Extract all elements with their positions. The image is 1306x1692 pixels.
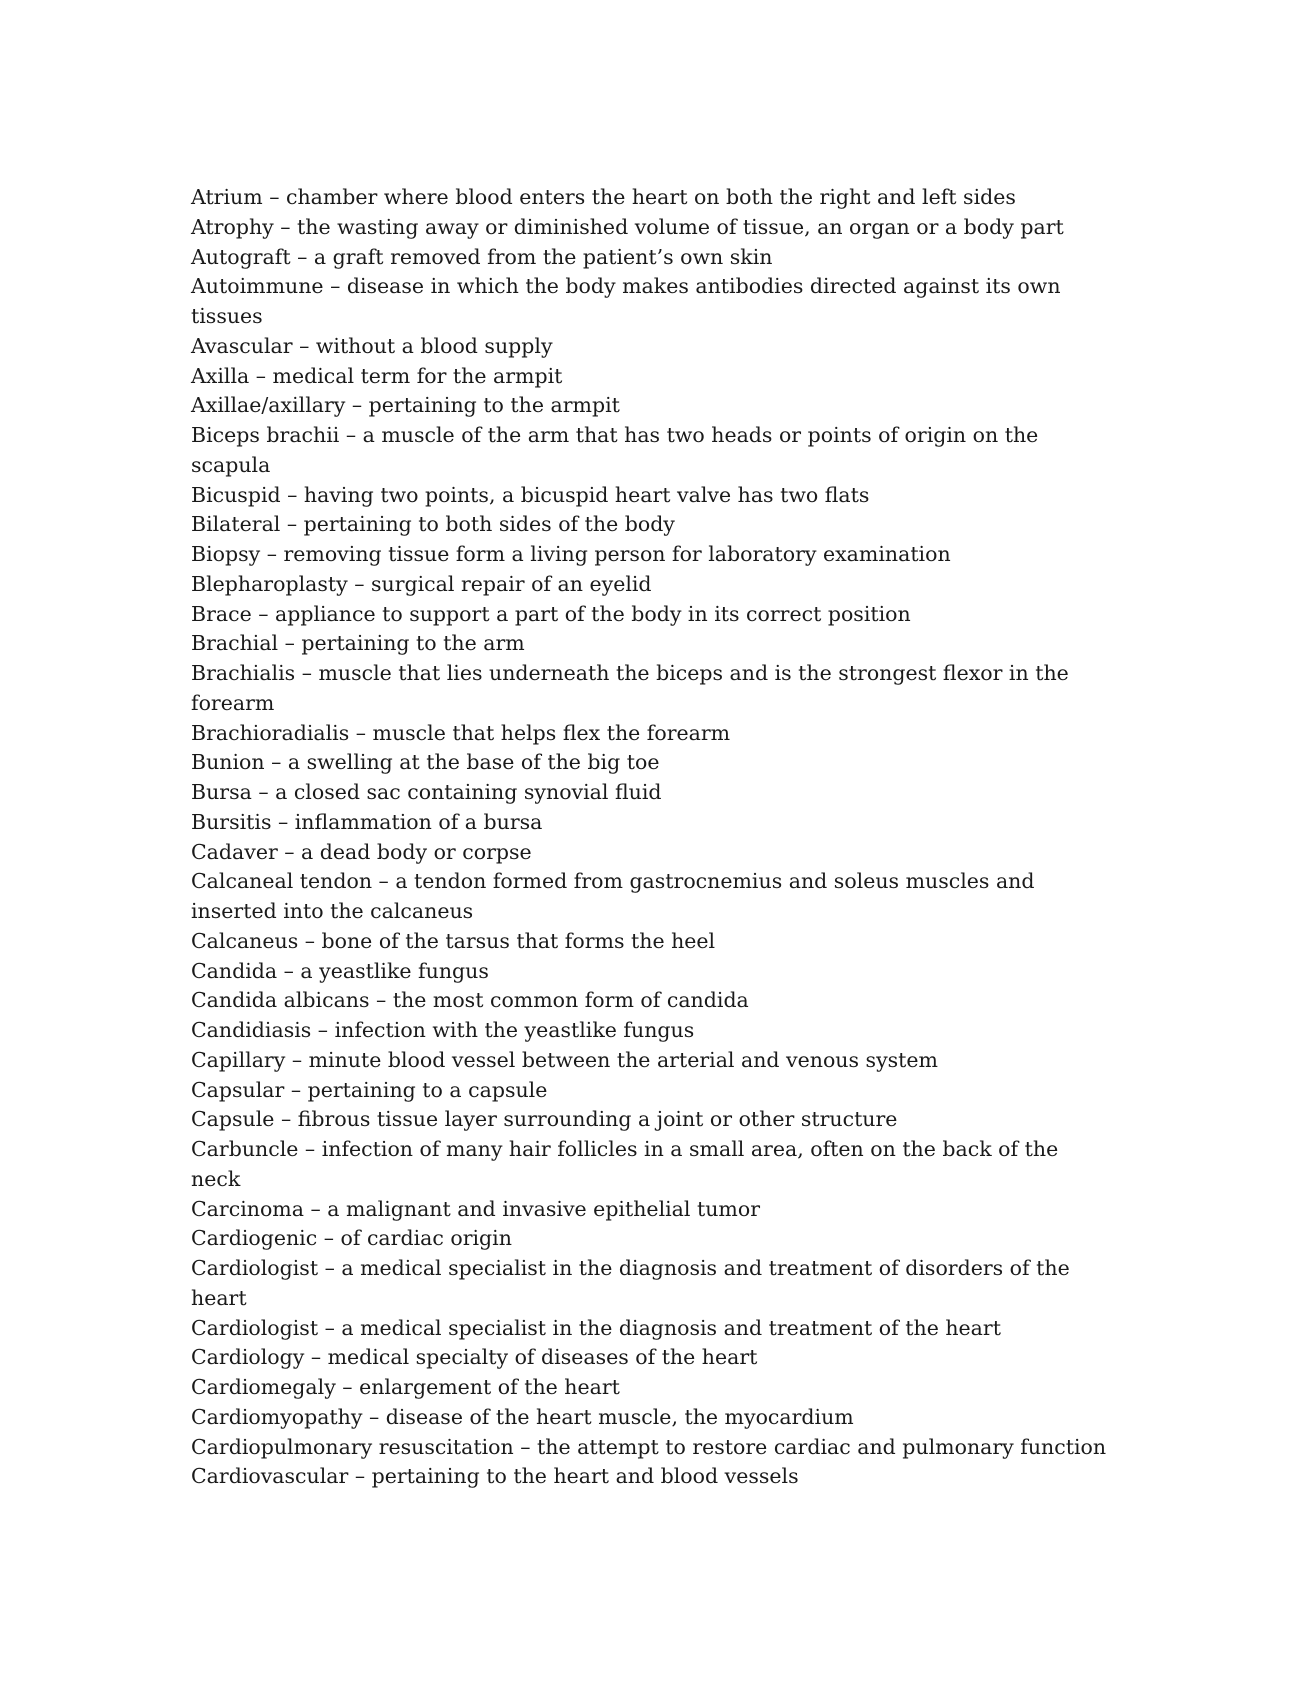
glossary-entry: Bursa – a closed sac containing synovial fluid xyxy=(191,780,662,804)
glossary-entry: Bilateral – pertaining to both sides of the body xyxy=(191,512,675,537)
glossary-entry: Axillae/axillary – pertaining to the armpit xyxy=(191,393,620,418)
glossary-entry: Autoimmune – disease in which the body makes antibodies directed against its own tissues xyxy=(191,274,1061,328)
glossary-entry: Atrophy – the wasting away or diminished volume of tissue, an organ or a body part xyxy=(191,214,1064,239)
glossary-entry: Biopsy – removing tissue form a living person for laboratory examination xyxy=(191,542,951,566)
glossary-entry: Brace – appliance to support a part of the body in its correct position xyxy=(191,601,911,626)
glossary-entry: Cardiovascular – pertaining to the heart and blood vessels xyxy=(191,1464,799,1489)
glossary-entry: Biceps brachii – a muscle of the arm that has two heads or points of origin on the scapula xyxy=(191,423,1039,477)
glossary-entry: Calcaneal tendon – a tendon formed from gastrocnemius and soleus muscles and inserted into the calcaneus xyxy=(191,869,1035,923)
glossary-entry: Brachioradialis – muscle that helps flex the forearm xyxy=(191,720,731,745)
glossary-entry: Cardiomyopathy – disease of the heart muscle, the myocardium xyxy=(191,1404,854,1429)
glossary-entry: Bicuspid – having two points, a bicuspid heart valve has two flats xyxy=(191,482,870,507)
glossary-entry: Calcaneus – bone of the tarsus that forms the heel xyxy=(191,928,716,953)
glossary-entry: Cardiopulmonary resuscitation – the attempt to restore cardiac and pulmonary function xyxy=(191,1434,1107,1459)
glossary-entry: Carbuncle – infection of many hair follicles in a small area, often on the back of the neck xyxy=(191,1137,1059,1191)
glossary-entry: Capillary – minute blood vessel between the arterial and venous system xyxy=(191,1047,938,1072)
glossary-entry: Bursitis – inflammation of a bursa xyxy=(191,809,543,834)
glossary-entry: Atrium – chamber where blood enters the heart on both the right and left sides xyxy=(191,185,1016,209)
glossary-list xyxy=(191,183,1111,1492)
glossary-entry: Cadaver – a dead body or corpse xyxy=(191,839,532,864)
glossary-entry: Candida – a yeastlike fungus xyxy=(191,958,489,983)
glossary-entry: Carcinoma – a malignant and invasive epithelial tumor xyxy=(191,1196,760,1221)
glossary-entry: Brachialis – muscle that lies underneath the biceps and is the strongest flexor in the forearm xyxy=(191,661,1069,715)
glossary-entry: Blepharoplasty – surgical repair of an eyelid xyxy=(191,571,652,596)
glossary-entry: Bunion – a swelling at the base of the big toe xyxy=(191,750,660,775)
glossary-entry: Cardiologist – a medical specialist in the diagnosis and treatment of the heart xyxy=(191,1315,1001,1340)
glossary-entry: Candidiasis – infection with the yeastlike fungus xyxy=(191,1018,695,1042)
glossary-entry: Avascular – without a blood supply xyxy=(191,333,553,358)
glossary-entry: Autograft – a graft removed from the patient’s own skin xyxy=(191,244,773,269)
glossary-entry: Capsular – pertaining to a capsule xyxy=(191,1077,548,1102)
glossary-entry: Cardiomegaly – enlargement of the heart xyxy=(191,1375,620,1399)
glossary-entry: Cardiogenic – of cardiac origin xyxy=(191,1226,512,1251)
glossary-entry: Brachial – pertaining to the arm xyxy=(191,631,525,656)
glossary-entry: Capsule – fibrous tissue layer surrounding a joint or other structure xyxy=(191,1107,898,1132)
glossary-entry: Cardiologist – a medical specialist in the diagnosis and treatment of disorders of the heart xyxy=(191,1256,1070,1310)
glossary-entry: Axilla – medical term for the armpit xyxy=(191,363,563,388)
glossary-entry: Cardiology – medical specialty of diseases of the heart xyxy=(191,1345,758,1370)
glossary-entry: Candida albicans – the most common form of candida xyxy=(191,988,749,1013)
